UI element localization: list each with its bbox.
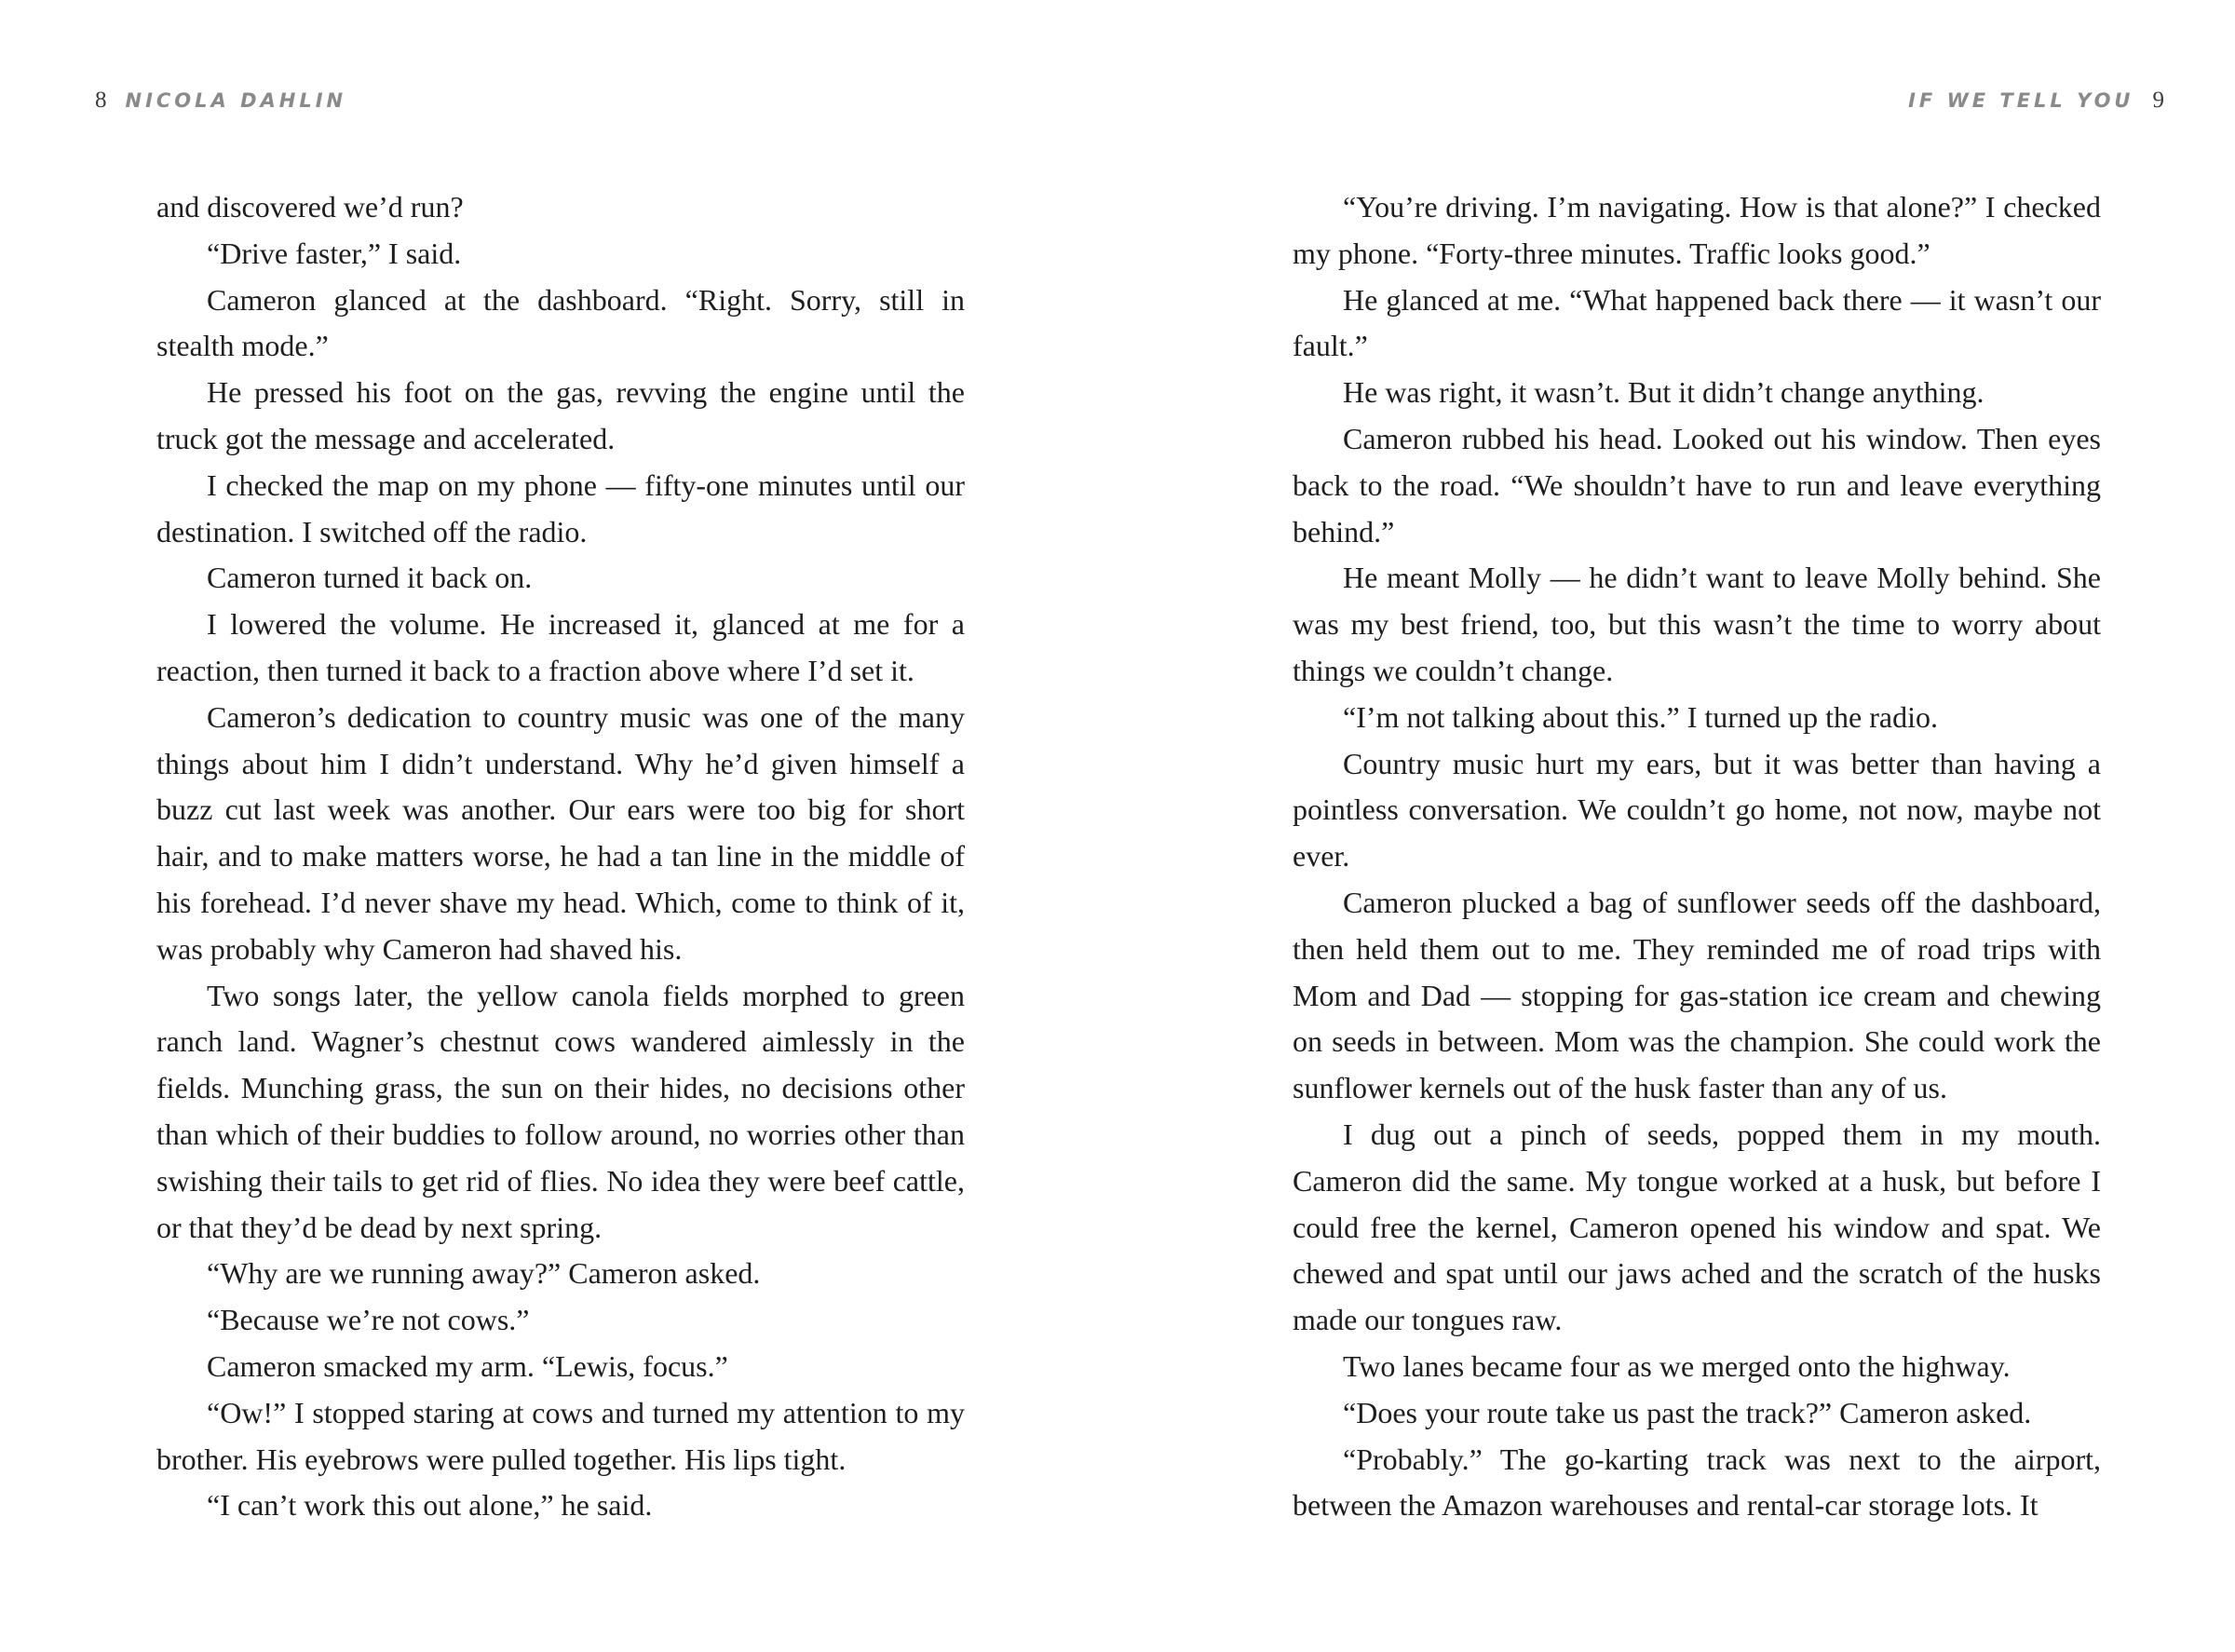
paragraph: I dug out a pinch of seeds, popped them in my mouth. Cameron did the same. My tongue worked at a husk, but before I could free the kernel, Cameron opened his window and spat. We chewed and spat until our jaws ached and the scratch of the husks made our tongues raw. bbox=[1293, 1117, 2101, 1337]
paragraph: Two songs later, the yellow canola fields morphed to green ranch land. Wagner’s chestnut cows wandered aimlessly in the fields. Munching grass, the sun on their hides, no decisions other than which of their buddies to follow around, no worries other than swishing their tails to get rid of flies. No idea they were beef cattle, or that they’d be dead by next spring. bbox=[156, 978, 965, 1244]
paragraph: He was right, it wasn’t. But it didn’t change anything. bbox=[1343, 375, 1984, 410]
paragraph: “I’m not talking about this.” I turned up the radio. bbox=[1343, 699, 1938, 734]
left-body-text bbox=[156, 184, 965, 1529]
paragraph: He meant Molly — he didn’t want to leave Molly behind. She was my best friend, too, but this wasn’t the time to worry about things we couldn’t change. bbox=[1293, 561, 2101, 687]
paragraph: “Does your route take us past the track?” Cameron asked. bbox=[1343, 1395, 2032, 1429]
page-number: 9 bbox=[2152, 88, 2164, 113]
paragraph: I checked the map on my phone — fifty-one minutes until our destination. I switched off the radio. bbox=[156, 467, 965, 548]
paragraph: “You’re driving. I’m navigating. How is that alone?” I checked my phone. “Forty-three minutes. Traffic looks good.” bbox=[1293, 190, 2101, 270]
left-running-head bbox=[95, 84, 346, 117]
paragraph: Cameron turned it back on. bbox=[207, 561, 533, 595]
right-running-head bbox=[1908, 84, 2164, 117]
paragraph: Cameron glanced at the dashboard. “Right. Sorry, still in stealth mode.” bbox=[156, 282, 965, 363]
paragraph: “Probably.” The go-karting track was next to the airport, between the Amazon warehouses and rental-car storage lots. It bbox=[1293, 1442, 2101, 1523]
paragraph: Cameron plucked a bag of sunflower seeds off the dashboard, then held them out to me. They reminded me of road trips with Mom and Dad — stopping for gas-station ice cream and chewing on seeds in between. Mom was the champion. She could work the sunflower kernels out of the husk faster than any of us. bbox=[1293, 885, 2101, 1105]
paragraph: and discovered we’d run? bbox=[156, 190, 464, 223]
paragraph: “Drive faster,” I said. bbox=[207, 236, 462, 270]
paragraph: I lowered the volume. He increased it, glanced at me for a reaction, then turned it back to a fraction above where I’d set it. bbox=[156, 607, 965, 687]
right-body-text bbox=[1293, 184, 2101, 1529]
paragraph: “Ow!” I stopped staring at cows and turned my attention to my brother. His eyebrows were pulled together. His lips tight. bbox=[156, 1395, 965, 1476]
paragraph: Cameron smacked my arm. “Lewis, focus.” bbox=[207, 1348, 728, 1383]
paragraph: “Why are we running away?” Cameron asked. bbox=[207, 1256, 761, 1291]
book-title: IF WE TELL YOU bbox=[1908, 89, 2134, 112]
right-page bbox=[1118, 0, 2235, 1652]
page-number: 8 bbox=[95, 88, 107, 113]
author-name: NICOLA DAHLIN bbox=[125, 89, 347, 112]
paragraph: Cameron rubbed his head. Looked out his window. Then eyes back to the road. “We shouldn’t have to run and leave everything behind.” bbox=[1293, 421, 2101, 548]
paragraph: Cameron’s dedication to country music was one of the many things about him I didn’t understand. Why he’d given himself a buzz cut last week was another. Our ears were too big for short hair, and to make matters worse, he had a tan line in the middle of his forehead. I’d never shave my head. Which, come to think of it, was probably why Cameron had shaved his. bbox=[156, 699, 965, 966]
paragraph: “I can’t work this out alone,” he said. bbox=[207, 1488, 653, 1523]
paragraph: “Because we’re not cows.” bbox=[207, 1303, 530, 1337]
paragraph: Two lanes became four as we merged onto the highway. bbox=[1343, 1348, 2011, 1383]
paragraph: Country music hurt my ears, but it was better than having a pointless conversation. We couldn’t go home, not now, maybe not ever. bbox=[1293, 746, 2101, 873]
paragraph: He glanced at me. “What happened back there — it wasn’t our fault.” bbox=[1293, 282, 2101, 363]
paragraph: He pressed his foot on the gas, revving the engine until the truck got the message and accelerated. bbox=[156, 375, 965, 455]
